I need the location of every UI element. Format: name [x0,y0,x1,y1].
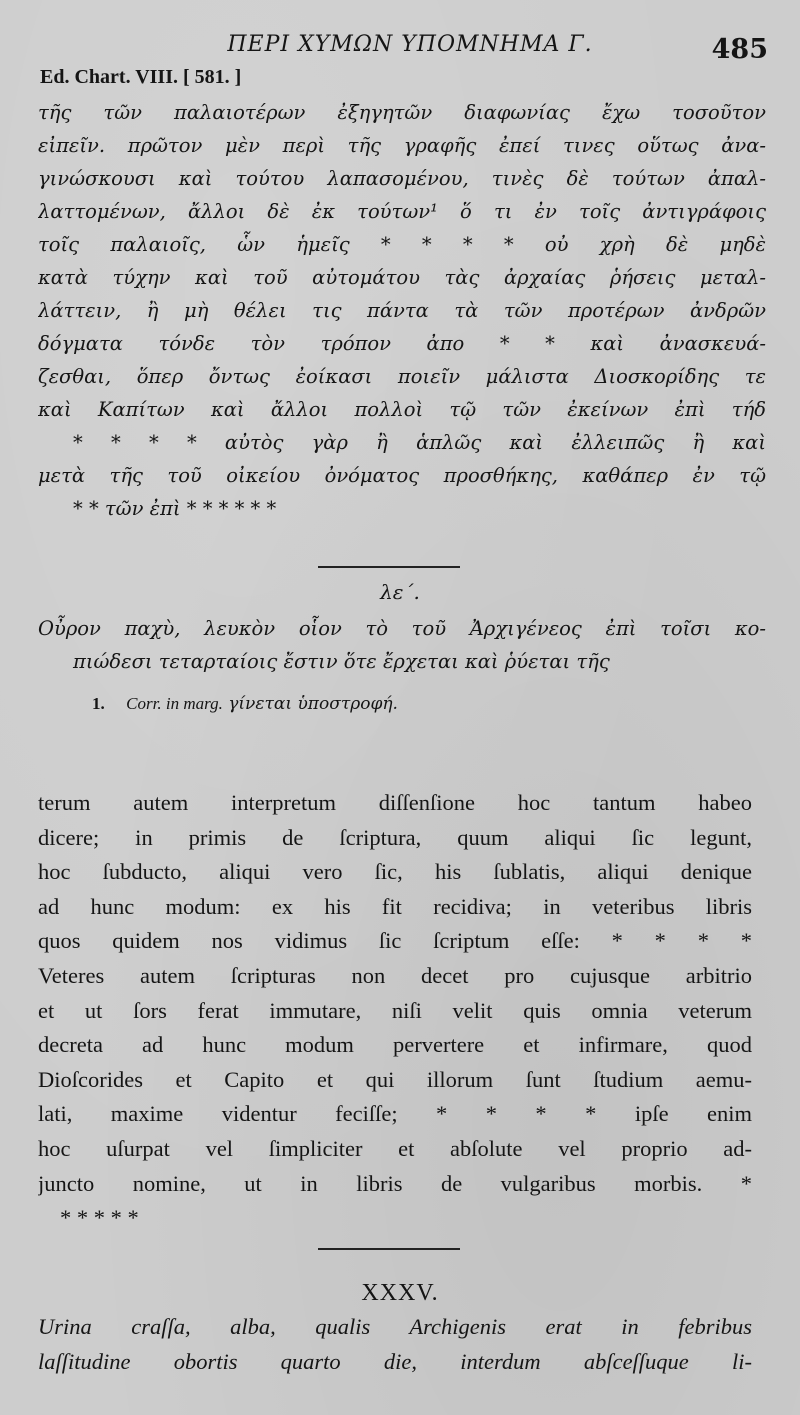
edition-reference: Ed. Chart. VIII. [ 581. ] [40,66,242,88]
latin-line: quos quidem nos vidimus ſic ſcriptum eſſe: * * * * [38,928,752,954]
latin-line: et ut ſors ferat immutare, niſi velit quis omnia veterum [38,997,752,1023]
running-title: ΠΕΡΙ ΧΥΜΩΝ ΥΠΟΜΝΗΜΑ Γ. [227,32,593,57]
footnote [92,694,398,714]
greek-line: μετὰ τῆς τοῦ οἰκείου ὀνόματος προσθήκης, καθάπερ ἐν τῷ [38,464,766,487]
latin-line: juncto nomine, ut in libris de vulgaribus morbis. * [38,1170,752,1196]
latin-section-line: laſſitudine obortis quarto die, interdum abſceſſuque li- [38,1348,752,1374]
greek-section-line: πιώδεσι τεταρταίοις ἔστιν ὅτε ἔρχεται καὶ ῥύεται τῆς [73,650,610,673]
section-divider [318,566,460,568]
footnote-number: 1. [92,694,105,713]
greek-line: κατὰ τύχην καὶ τοῦ αὐτομάτου τὰς ἀρχαίας ῥήσεις μεταλ- [38,266,766,289]
greek-line: λάττειν, ἢ μὴ θέλει τις πάντα τὰ τῶν προτέρων ἀνδρῶν [38,299,766,322]
greek-line: λαττομένων, ἄλλοι δὲ ἐκ τούτων¹ ὅ τι ἐν τοῖς ἀντιγράφοις [38,200,766,223]
greek-section-text [38,612,766,678]
section-divider [318,1248,460,1250]
latin-section-number: XXXV. [361,1280,439,1306]
latin-line: Veteres autem ſcripturas non decet pro cujusque arbitrio [38,962,752,988]
latin-line: dicere; in primis de ſcriptura, quum aliqui ſic legunt, [38,824,752,850]
latin-line: decreta ad hunc modum pervertere et infirmare, quod [38,1032,752,1058]
greek-section-line: Οὖρον παχὺ, λευκὸν οἷον τὸ τοῦ Ἀρχιγένεος ἐπὶ τοῖσι κο- [38,617,766,640]
latin-section-line: Urina craſſa, alba, qualis Archigenis erat in febribus [38,1314,752,1339]
latin-line: Dioſcorides et Capito et qui illorum ſunt ſtudium aemu- [38,1066,752,1092]
page-number: 485 [711,34,768,65]
greek-line: γινώσκουσι καὶ τούτου λαπασομένου, τινὲς δὲ τούτων ἀπαλ- [38,167,766,190]
latin-line: hoc ſubducto, aliqui vero ſic, his ſublatis, aliqui denique [38,859,752,885]
greek-line: * * * * αὐτὸς γὰρ ἢ ἁπλῶς καὶ ἐλλειπῶς ἢ καὶ [73,431,766,454]
greek-line: τοῖς παλαιοῖς, ὧν ἡμεῖς * * * * οὐ χρὴ δὲ μηδὲ [38,233,766,256]
greek-line: καὶ Καπίτων καὶ ἄλλοι πολλοὶ τῷ τῶν ἐκείνων ἐπὶ τήδ [38,398,766,421]
latin-line: ad hunc modum: ex his fit recidiva; in veteribus libris [38,893,752,919]
footnote-text: γίνεται ὑποστροφή. [228,694,398,714]
greek-line: * * τῶν ἐπὶ * * * * * * [73,497,277,520]
greek-line: ζεσθαι, ὅπερ ὄντως ἐοίκασι ποιεῖν μάλιστα Διοσκορίδης τε [38,365,766,388]
latin-line: hoc uſurpat vel ſimpliciter et abſolute vel proprio ad- [38,1135,752,1161]
latin-line: * * * * * [60,1205,139,1231]
greek-line: τῆς τῶν παλαιοτέρων ἐξηγητῶν διαφωνίας ἔχω τοσοῦτον [38,101,766,124]
latin-line: terum autem interpretum diſſenſione hoc tantum habeo [38,790,752,815]
greek-line: δόγματα τόνδε τὸν τρόπον ἀπο * * καὶ ἀνασκευά- [38,332,766,355]
greek-text-block [38,96,766,525]
footnote-reference: Corr. in marg. [126,694,223,713]
greek-line: εἰπεῖν. πρῶτον μὲν περὶ τῆς γραφῆς ἐπεί τινες οὕτως ἀνα- [38,134,766,157]
running-head [0,26,800,66]
latin-section-text [38,1310,752,1379]
latin-text-block [38,786,752,1236]
latin-line: lati, maxime videntur feciſſe; * * * * ipſe enim [38,1101,752,1127]
greek-section-number: λε΄. [380,580,420,604]
